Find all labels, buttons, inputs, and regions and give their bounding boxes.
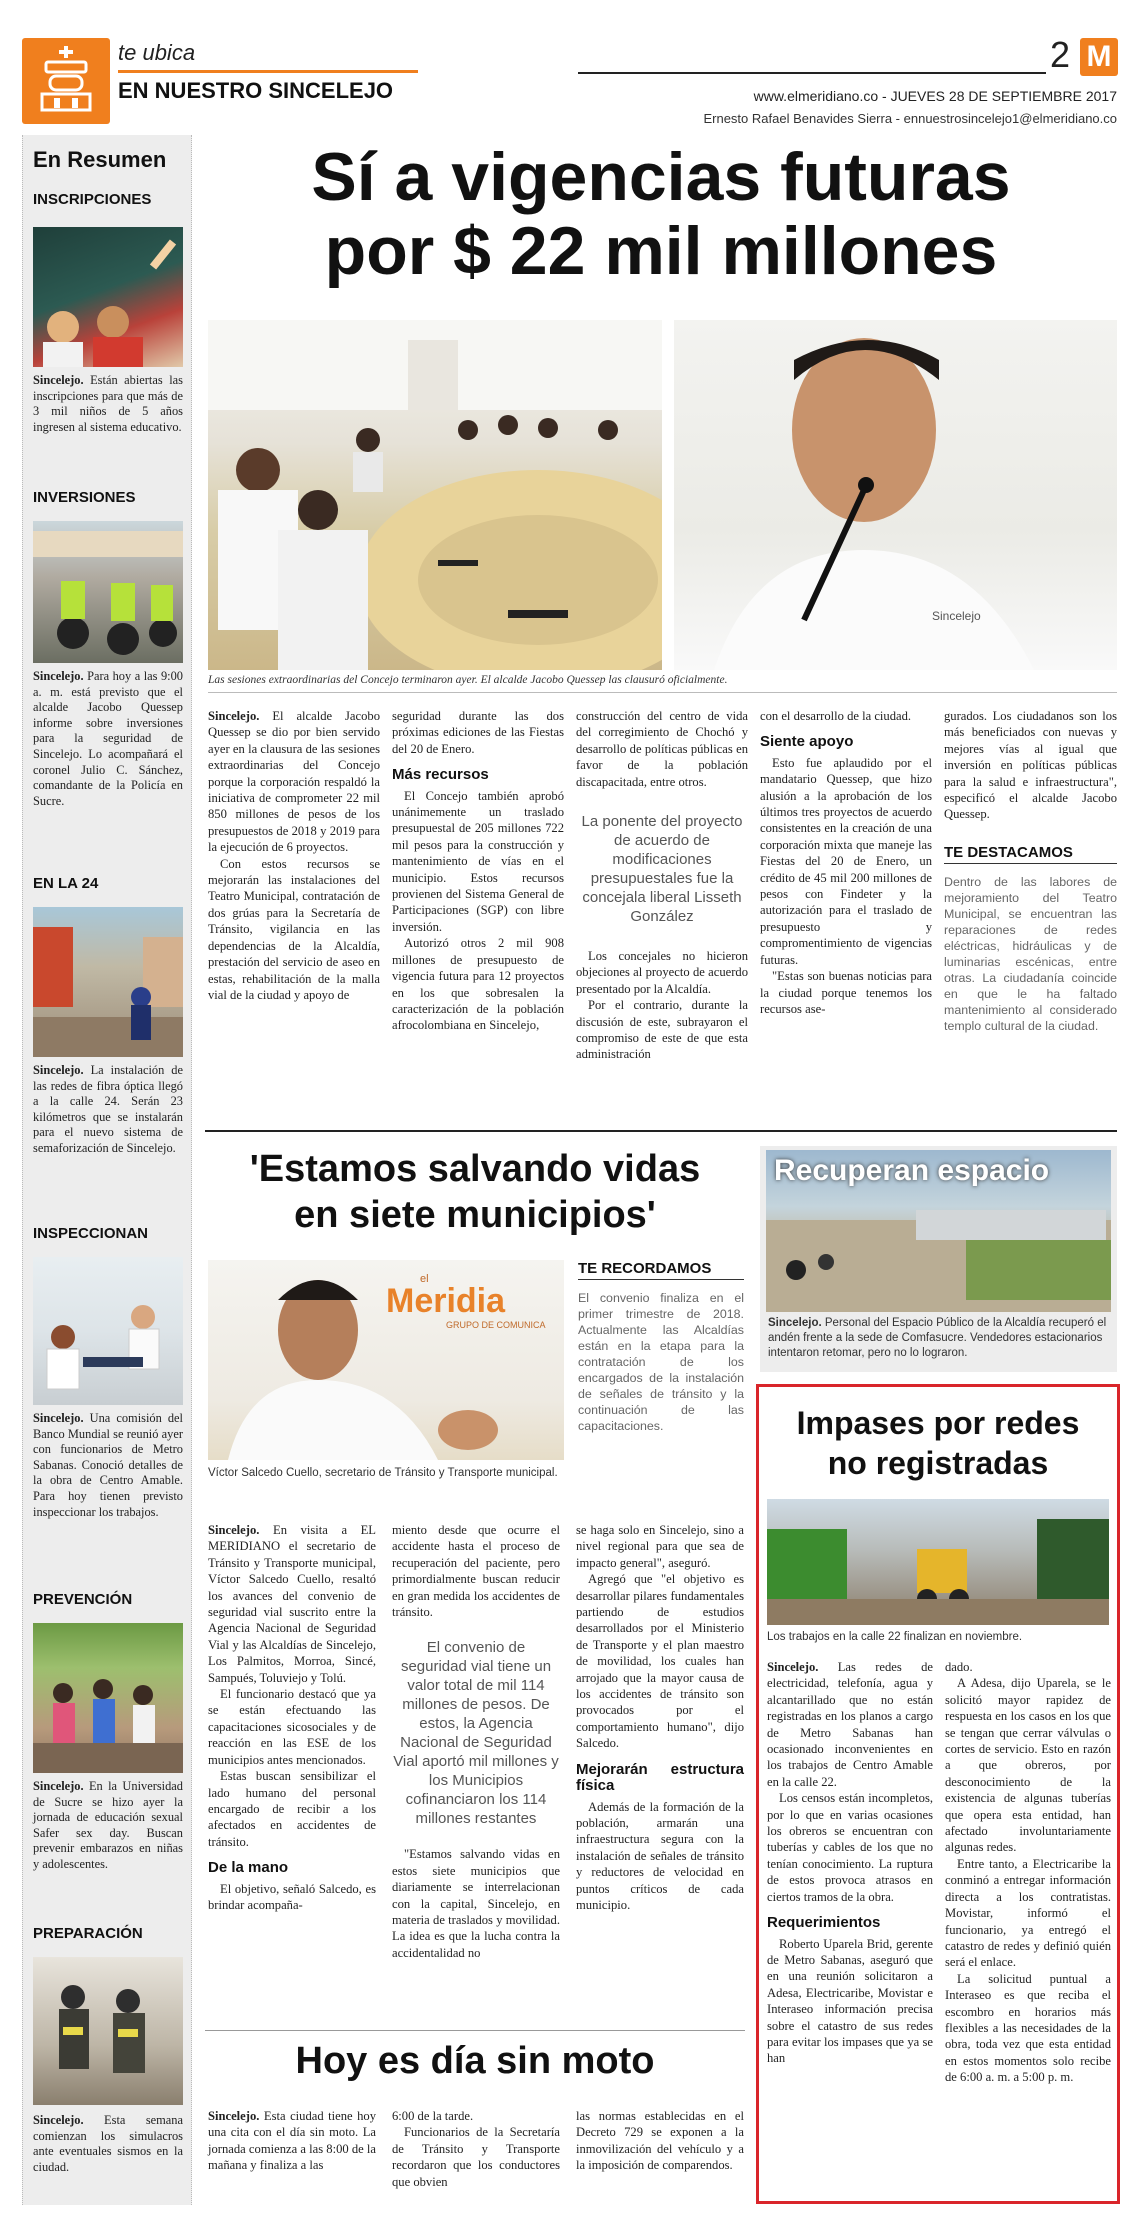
te-destacamos-text: Dentro de las labores de mejoramiento del Teatro Municipal, se encuentran las reparaciones de redes eléctricas, hidráulicas y de luminarias escénicas, entre otras. La ciudadanía coincide en que le ha faltado mantenimiento al considerado templo cultural de la ciudad. — [944, 875, 1117, 1034]
impases-headline — [759, 1403, 1117, 1483]
recuperan-caption: Sincelejo. Personal del Espacio Público de la Alcaldía recuperó el andén frente a la sede de Comfasucre. Vendedores estacionarios intentaron retomar, pero no lo lograron. — [768, 1317, 1107, 1359]
photo-brand: Meridia — [386, 1282, 506, 1320]
sidebar-photo-police — [33, 521, 183, 663]
salvando-col-1: Sincelejo. En visita a EL MERIDIANO el secretario de Tránsito y Transporte municipal, Víctor Salcedo Cuello, resaltó los avances del convenio de seguridad vial suscrito entre la Agencia Nacional de Seguridad Vial y las Alcaldías de Sincelejo, Los Palmitos, Morroa, Sincé, Sampués, Toluviejo y Tolú. El funcionario destacó que ya se están efectuando las capacitaciones sicosociales y de reacción en las ESE de los municipios antes mencionados. Estas buscan sensibilizar el lado humano del personal encargado de recibir a los afectados en accidentes de tránsito. De la mano El objetivo, señaló Salcedo, es brindar acompaña- — [208, 1523, 376, 1912]
sin-moto-col-2: 6:00 de la tarde. Funcionarios de la Secretaría de Tránsito y Transporte recordaron que los conductores que obvien — [392, 2109, 560, 2189]
photo-brand-tag: GRUPO DE COMUNICA — [446, 1320, 546, 1330]
te-recordamos-text: El convenio finaliza en el primer trimestre de 2018. Actualmente las Alcaldías están en la etapa para la contratación de los encargados de la instalación de señales de tránsito y la continuación de las capacitaciones. — [578, 1291, 744, 1433]
caption-rule — [208, 692, 1117, 693]
salvando-col-2: miento desde que ocurre el accidente hasta el proceso de recuperación del paciente, pero primordialmente buscan reducir en gran medida los accidentes de tránsito. El convenio de seguridad vial tiene un valor total de mil 114 millones de pesos. De estos, la Agencia Nacional de Seguridad Vial aportó mil millones y los Municipios cofinanciaron los 114 millones restantes "Estamos salvando vidas en estos siete municipios que diariamente se interrelacionan con la capital, Sincelejo, en materia de traslados y movilidad. La idea es que la lucha contra la accidentalidad no — [392, 1523, 560, 1960]
subhead: Más recursos — [392, 766, 489, 784]
sin-moto-col-1: Sincelejo. Esta ciudad tiene hoy una cita con el día sin moto. La jornada comienza a las 8:00 de la mañana y finaliza a las — [208, 2109, 376, 2173]
main-col-4: con el desarrollo de la ciudad. Siente apoyo Esto fue aplaudido por el mandatario Quessep, que hizo alusión a la aprobación de los últimos tres proyectos de acuerdo consistentes en la creación de una corporación mixta que maneje las Fiestas del 20 de Enero, un crédito de 45 mil 200 millones de pesos con Findeter y la autorización para el traslado de presupuesto y compromentimiento de vigencias futuras. "Estas son buenas noticias para la ciudad porque tenemos los recursos ase- — [760, 709, 932, 1016]
section-title: EN NUESTRO SINCELEJO — [118, 78, 394, 103]
sidebar-item-text: Sincelejo. La instalación de las redes de fibra óptica llegó a la calle 24. Serán 23 kilómetros que se instalarán para el nuevo sistema de semaforización de Sincelejo. — [33, 1063, 183, 1155]
salvando-headline-line1: 'Estamos salvando vidas — [249, 1148, 701, 1190]
sin-moto-col-3: las normas establecidas en el Decreto 729 se exponen a la inmovilización del vehículo y a la imposición de comparendos. — [576, 2109, 744, 2173]
sidebar-photo-drill — [33, 1957, 183, 2105]
main-col-5: gurados. Los ciudadanos son los más beneficiados con nuevas y mejores vías al igual que inversión en políticas públicas para la salud e infraestructura", especificó el alcalde Jacobo Quessep. TE DESTACAMOS Dentro de las labores de mejoramiento del Teatro Municipal, se encuentran las reparaciones de redes eléctricas, hidráulicas y de luminarias escénicas, entre otras. La ciudadanía coincide en que le ha faltado mantenimiento al considerado templo cultural de la ciudad. — [944, 709, 1117, 1034]
sidebar-photo-classroom — [33, 227, 183, 367]
sin-moto-headline: Hoy es día sin moto — [295, 2040, 655, 2082]
brand-logo: M — [1080, 38, 1118, 76]
sidebar-item-head: EN LA 24 — [33, 875, 99, 892]
header-rule — [578, 72, 1046, 74]
main-headline-line1: Sí a vigencias futuras — [311, 139, 1011, 215]
page-number: 2 — [1050, 34, 1071, 75]
section-divider — [205, 1130, 1117, 1132]
subhead: Mejorarán estructura física — [576, 1760, 744, 1795]
recuperan-photo — [766, 1150, 1111, 1312]
sidebar-item-text: Sincelejo. Una comisión del Banco Mundial se reunió ayer con funcionarios de Metro Sabanas. Conoció detalles de la obra de Centro Amable. Para hoy tienen previsto inspeccionar los trabajos. — [33, 1411, 183, 1519]
recuperan-box — [760, 1146, 1117, 1372]
sidebar-item-text: Sincelejo. Están abiertas las inscripciones para que más de 3 mil niños de 5 años ingresen al sistema educativo. — [33, 373, 183, 434]
sidebar-photo-crowd — [33, 1623, 183, 1773]
sidebar — [22, 135, 192, 2205]
section-rule — [118, 70, 418, 73]
impases-headline-line1: Impases por redes — [796, 1405, 1080, 1441]
sidebar-item-head: INVERSIONES — [33, 489, 136, 506]
main-col-3: construcción del centro de vida del corregimiento de Chochó y desarrollo de políticas públicas en favor de la población discapacitada, entre otros. La ponente del proyecto de acuerdo de modificaciones presupuestales fue la concejala liberal Lisseth González Los concejales no hicieron objeciones al proyecto de acuerdo presentado por la Alcaldía. Por el contrario, durante la discusión de este, subrayaron el compromiso de este de que esta administración — [576, 709, 748, 1062]
salvando-col-3: se haga solo en Sincelejo, sino a nivel regional para que sea de impacto general", aseguró. Agregó que "el objetivo es desarrollar pilares fundamentales partiendo de estudios desarrollados por el Ministerio de Transporte y el plan maestro de movilidad, los cuales han arrojado que la mayor causa de los accidentes de tránsito son provocados por el comportamiento humano", dijo Salcedo. Mejorarán estructura física Además de la formación de la población, armarán una infraestructura segura con la instalación de señales de tránsito y reductores de velocidad en puntos críticos de cada municipio. — [576, 1523, 744, 1912]
subhead: Requerimientos — [767, 1914, 881, 1932]
impases-col-1: Sincelejo. Las redes de electricidad, telefonía, agua y alcantarillado que no están registradas en los planos a cargo de Metro Sabanas han ocasionado inconvenientes en los trabajos de Centro Amable en la calle 22. Los censos están incompletos, por lo que en varias ocasiones los obreros se encuentran con tuberías y cables de los que no tenían conocimiento. La ruptura de estos provoca atrasos en ciertos tramos de la obra. Requerimientos Roberto Uparela Brid, gerente de Metro Sabanas, aseguró que en una reunión solicitaron a Adesa, Electricaribe, Movistar e Interaseo información precisa sobre el catastro de sus redes para evitar los impases que ya se han — [767, 1660, 933, 2066]
salvando-headline-line2: en siete municipios' — [294, 1194, 656, 1236]
subhead: Siente apoyo — [760, 733, 854, 751]
sidebar-item-head: INSCRIPCIONES — [33, 191, 152, 208]
sidebar-title: En Resumen — [33, 147, 167, 172]
impases-box — [756, 1384, 1120, 2204]
impases-photo — [767, 1499, 1109, 1625]
sin-moto-rule — [205, 2030, 745, 2031]
photo-brand-kicker: el — [420, 1273, 429, 1285]
sidebar-photo-street — [33, 907, 183, 1057]
byline: Ernesto Rafael Benavides Sierra - ennuestrosincelejo1@elmeridiano.co — [703, 111, 1117, 126]
main-col-2: seguridad durante las dos próximas ediciones de las Fiestas del 20 de Enero. Más recursos El Concejo también aprobó unánimemente un traslado presupuestal de 205 millones 722 mil pesos para la construcción y mantenimiento de vías en el municipio. Estos recursos provienen del Sistema General de Participaciones (SGP) con libre inversión. Autorizó otros 2 mil 908 millones de presupuesto de vigencia futura para 12 proyectos en los que sobresalen la caracterización de la población afrocolombiana en Sincelejo, — [392, 709, 564, 1033]
site-date: www.elmeridiano.co - JUEVES 28 DE SEPTIEMBRE 2017 — [753, 88, 1117, 104]
sidebar-item-text: Sincelejo. Para hoy a las 9:00 a. m. está previsto que el alcalde Jacobo Quessep informe sobre inversiones para la seguridad de Sincelejo. Lo acompañará el coronel Julio C. Sánchez, comandante de la Policía en Sucre. — [33, 669, 183, 808]
impases-caption: Los trabajos en la calle 22 finalizan en noviembre. — [767, 1631, 1023, 1643]
sidebar-item-head: INSPECCIONAN — [33, 1225, 149, 1242]
section-kicker: te ubica — [118, 40, 196, 65]
sidebar-item-text: Sincelejo. Esta semana comienzan los simulacros ante eventuales sismos en la ciudad. — [33, 2113, 183, 2174]
salvando-caption: Víctor Salcedo Cuello, secretario de Tránsito y Transporte municipal. — [208, 1467, 558, 1479]
impases-headline-line2: no registradas — [827, 1445, 1049, 1481]
sidebar-item-head: PREPARACIÓN — [33, 1925, 143, 1942]
salvando-photo — [208, 1260, 564, 1460]
salvando-headline — [205, 1146, 745, 1238]
main-col-1: Sincelejo. El alcalde Jacobo Quessep se dio por bien servido ayer en la clausura de las sesiones extraordinarias del Concejo porque la corporación respaldó la iniciativa de comprometer 22 mil 850 millones de pesos de los presupuestos de 2018 y 2019 para la ejecución de 6 proyectos. Con estos recursos se mejorarán las instalaciones del Teatro Municipal, contratación de dos grúas para la Secretaría de Tránsito, vigilancia en las dependencias de la Alcaldía, prestación del servicio de aseo en estas, rehabilitación de la malla vial de la ciudad y apoyo de — [208, 709, 380, 1002]
impases-col-2: dado. A Adesa, dijo Uparela, se le solicitó mayor rapidez de respuesta en los casos en los que se tengan que cerrar válvulas o cortes de servicio. Esto en razón a que obreros, por desconocimiento de la existencia de algunas tuberías que opera esta entidad, han afectado involuntariamente algunas redes. Entre tanto, a Electricaribe la conminó a entregar información directa a los contratistas. Movistar, informó el funcionario, ya entregó el catastro de redes y definió quién será el enlace. La solicitud puntual a Interaseo es que reciba el escombro en horarios más flexibles a las necesidades de la obra, toda vez que esta entidad en estos momentos solo recibe de 6:00 a. m. a 5:00 p. m. — [945, 1660, 1111, 2085]
pull-quote: El convenio de seguridad vial tiene un valor total de mil 114 millones de pesos. De estos, la Agencia Nacional de Seguridad Vial aportó mil millones y los Municipios cofinanciaron los 114 millones restantes — [393, 1639, 559, 1828]
main-photo-council — [208, 320, 662, 670]
photo-logo-text: Sincelejo — [932, 609, 981, 623]
sidebar-item-head: PREVENCIÓN — [33, 1591, 133, 1608]
main-photo-mayor — [674, 320, 1117, 670]
sidebar-item-text: Sincelejo. En la Universidad de Sucre se hizo ayer la jornada de educación sexual Safer sex day. Buscan prevenir embarazos en niñas y adolescentes. — [33, 1779, 183, 1871]
main-headline-line2: por $ 22 mil millones — [324, 213, 998, 289]
te-recordamos-box — [578, 1260, 744, 1434]
recuperan-headline: Recuperan espacio — [774, 1154, 1050, 1187]
te-recordamos-head: TE RECORDAMOS — [578, 1260, 744, 1280]
main-headline — [205, 140, 1117, 288]
subhead: De la mano — [208, 1859, 289, 1877]
sidebar-photo-meeting — [33, 1257, 183, 1405]
te-destacamos-head: TE DESTACAMOS — [944, 845, 1117, 864]
main-photo-caption: Las sesiones extraordinarias del Concejo terminaron ayer. El alcalde Jacobo Quessep las clausuró oficialmente. — [208, 674, 728, 686]
pull-quote: La ponente del proyecto de acuerdo de modificaciones presupuestales fue la concejala liberal Lisseth González — [581, 813, 743, 926]
